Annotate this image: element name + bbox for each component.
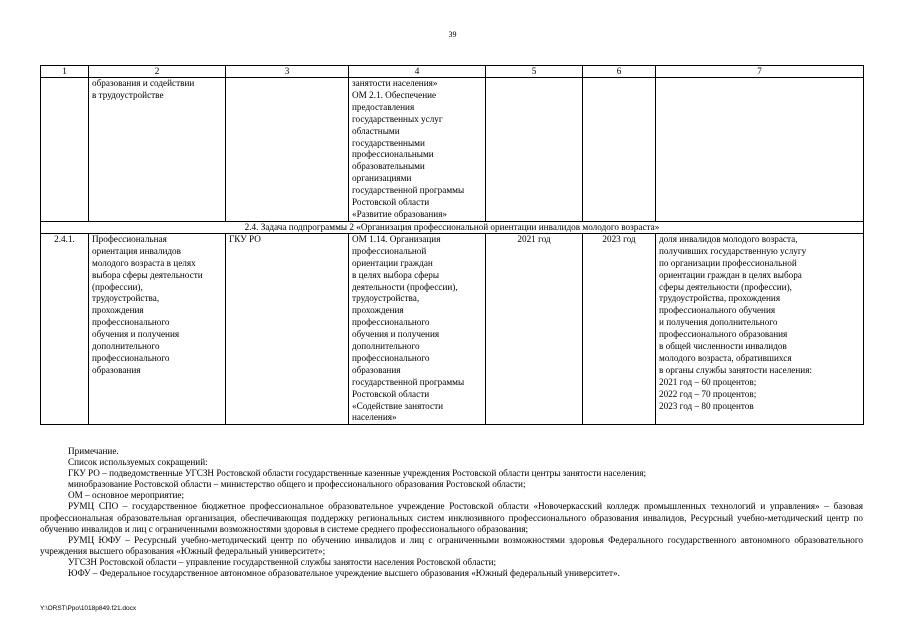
note-item: минобразование Ростовской области – министерство общего и профессионального образования Ростовской области;: [68, 479, 526, 490]
notes-section: [40, 446, 863, 579]
cell-link: занятости населения» ОМ 2.1. Обеспечение предоставления государственных услуг областными государственными профессиональными образовательными организациями государственной программы Ростовской области «Развитие образования»: [349, 78, 486, 222]
cell-end: [583, 78, 656, 222]
header-col-1: 1: [41, 66, 89, 78]
header-row: [41, 66, 864, 78]
table-row-continuation: [41, 78, 864, 222]
cell-result: [656, 78, 864, 222]
note-item: ГКУ РО – подведомственные УГСЗН Ростовской области государственные казенные учреждения Ростовской области центры занятости населения;: [68, 468, 647, 479]
header-col-5: 5: [486, 66, 583, 78]
note-item: ЮФУ – Федеральное государственное автономное образовательное учреждение высшего образования «Южный федеральный университет».: [68, 568, 620, 579]
task-heading: 2.4. Задача подпрограммы 2 «Организация профессиональной ориентации инвалидов молодого возраста»: [41, 221, 864, 233]
note-item: РУМЦ ЮФУ – Ресурсный учебно-методический центр по обучению инвалидов и лиц с ограниченными возможностями здоровья Федерального государственного автономного образовательного учреждения высшего образования «Южный федеральный университет»;: [40, 534, 863, 556]
cell-end: 2023 год: [583, 233, 656, 425]
header-col-6: 6: [583, 66, 656, 78]
cell-measure-name: образования и содействии в трудоустройстве: [89, 78, 226, 222]
header-col-2: 2: [89, 66, 226, 78]
header-col-7: 7: [656, 66, 864, 78]
cell-start: 2021 год: [486, 233, 583, 425]
header-col-3: 3: [226, 66, 349, 78]
file-path-footer: Y:\ORST\Ppo\1018p849.f21.docx: [40, 605, 137, 612]
cell-executor: ГКУ РО: [226, 233, 349, 425]
page-number: 39: [448, 30, 457, 39]
note-item: РУМЦ СПО – государственное бюджетное профессиональное образовательное учреждение Ростовской области «Новочеркасский колледж промышленных технологий и управления» – базовая профессиональная образовательная организация, обеспечивающая поддержку региональных систем инклюзивного профессионального образования инвалидов, Ресурсный учебно-методический центр по обучению инвалидов и лиц с ограниченными возможностями здоровья в системе среднего профессионального образования;: [40, 501, 863, 534]
cell-start: [486, 78, 583, 222]
header-col-4: 4: [349, 66, 486, 78]
cell-link: ОМ 1.14. Организация профессиональной ориентации граждан в целях выбора сферы деятельности (профессии), трудоустройства, прохождения профессионального обучения и получения дополнительного профессионального образования государственной программы Ростовской области «Содействие занятости населения»: [349, 233, 486, 425]
cell-number: 2.4.1.: [41, 233, 89, 425]
cell-result: доля инвалидов молодого возраста, получивших государственную услугу по организации профессиональной ориентации граждан в целях выбора сферы деятельности (профессии), трудоустройства, прохождения профессионального обучения и получения дополнительного профессионального образования в общей численности инвалидов молодого возраста, обратившихся в органы службы занятости населения: 2021 год – 60 процентов; 2022 год – 70 процентов; 2023 год – 80 процентов: [656, 233, 864, 425]
cell-executor: [226, 78, 349, 222]
table-row-measure: [41, 233, 864, 425]
program-table: [40, 65, 864, 425]
cell-number: [41, 78, 89, 222]
note-item: УГСЗН Ростовской области – управление государственной службы занятости населения Ростовской области;: [68, 556, 497, 567]
cell-measure-name: Профессиональная ориентация инвалидов молодого возраста в целях выбора сферы деятельности (профессии), трудоустройства, прохождения профессионального обучения и получения дополнительного профессионального образования: [89, 233, 226, 425]
note-abbreviations-heading: Список используемых сокращений:: [68, 457, 208, 468]
note-item: ОМ – основное мероприятие;: [68, 490, 185, 501]
note-title: Примечание.: [68, 446, 119, 456]
table-row-task: [41, 221, 864, 233]
